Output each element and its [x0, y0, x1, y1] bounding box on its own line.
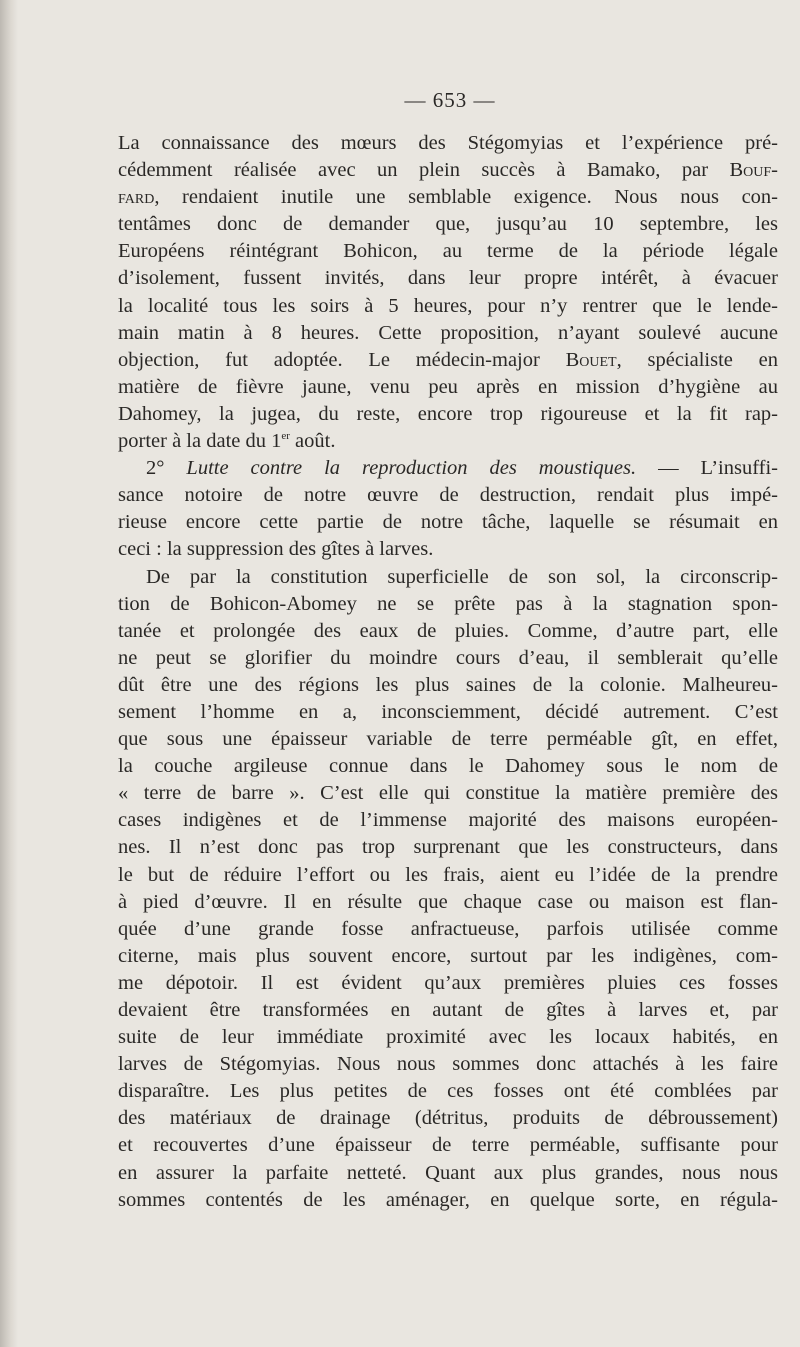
- text-line: [118, 157, 778, 184]
- text-line: matière de fièvre jaune, venu peu après en mission d’hygiène au: [118, 375, 778, 398]
- text-line: et recouvertes d’une épaisseur de terre perméable, suffisante pour: [118, 1134, 778, 1157]
- text-line: citerne, mais plus souvent encore, surtout par les indigènes, com-: [118, 944, 778, 967]
- author-name: Bouet: [565, 348, 617, 371]
- author-name: Bouf-: [729, 159, 778, 182]
- line-text: août.: [289, 430, 336, 453]
- text-line: nes. Il n’est donc pas trop surprenant que les constructeurs, dans: [118, 836, 778, 859]
- text-line: [118, 428, 778, 455]
- line-text: — L’insuffi-: [636, 457, 779, 480]
- line-text: 2°: [146, 457, 187, 480]
- text-line: La connaissance des mœurs des Stégomyias et l’expérience pré-: [118, 132, 778, 154]
- text-line: sement l’homme en a, inconsciemment, décidé autrement. C’est: [118, 700, 778, 723]
- text-line: que sous une épaisseur variable de terre perméable gît, en effet,: [118, 728, 778, 751]
- page-number: — 653 —: [404, 88, 496, 112]
- text-line: sommes contentés de les aménager, en quelque sorte, en régula-: [118, 1188, 778, 1211]
- text-line: « terre de barre ». C’est elle qui constitue la matière première des: [118, 782, 778, 805]
- text-line: tion de Bohicon-Abomey ne se prête pas à la stagnation spon-: [118, 592, 778, 615]
- text-line: la localité tous les soirs à 5 heures, pour n’y rentrer que le lende-: [118, 294, 778, 317]
- text-line: De par la constitution superficielle de son sol, la circonscrip-: [146, 565, 778, 588]
- text-line: d’isolement, fussent invités, dans leur propre intérêt, à évacuer: [118, 267, 778, 290]
- text-line: larves de Stégomyias. Nous nous sommes donc attachés à les faire: [118, 1053, 778, 1076]
- text-line: devaient être transformées en autant de gîtes à larves et, par: [118, 999, 778, 1021]
- body-text: [118, 130, 778, 1214]
- line-text: objection, fut adoptée. Le médecin-major: [118, 348, 566, 371]
- author-name: fard: [118, 186, 155, 209]
- text-line: tanée et prolongée des eaux de pluies. Comme, d’autre part, elle: [118, 619, 778, 642]
- text-line: à pied d’œuvre. Il en résulte que chaque case ou maison est flan-: [118, 890, 778, 913]
- text-line: disparaître. Les plus petites de ces fosses ont été comblées par: [118, 1080, 778, 1103]
- text-line: sance notoire de notre œuvre de destruction, rendait plus impé-: [118, 484, 778, 507]
- text-line: rieuse encore cette partie de notre tâche, laquelle se résumait en: [118, 511, 778, 534]
- text-line: Européens réintégrant Bohicon, au terme de la période légale: [118, 240, 778, 263]
- line-text: porter à la date du 1: [118, 430, 282, 453]
- text-line: ne peut se glorifier du moindre cours d’eau, il semblerait qu’elle: [118, 646, 778, 669]
- text-line: [118, 347, 778, 374]
- text-line: cases indigènes et de l’immense majorité des maisons européen-: [118, 809, 778, 832]
- text-line: le but de réduire l’effort ou les frais, aient eu l’idée de la prendre: [118, 863, 778, 886]
- section-heading: Lutte contre la reproduction des moustiques.: [186, 457, 637, 480]
- text-line: tentâmes donc de demander que, jusqu’au 10 septembre, les: [118, 213, 778, 236]
- text-line: main matin à 8 heures. Cette proposition, n’ayant soulevé aucune: [118, 321, 778, 344]
- text-line: quée d’une grande fosse anfractueuse, parfois utilisée comme: [118, 917, 778, 940]
- line-text: , rendaient inutile une semblable exigence. Nous nous con-: [154, 186, 778, 209]
- text-line: ceci : la suppression des gîtes à larves.: [118, 538, 434, 561]
- text-line: [118, 455, 778, 482]
- text-line: suite de leur immédiate proximité avec les locaux habités, en: [118, 1026, 778, 1049]
- text-line: des matériaux de drainage (détritus, produits de débroussement): [118, 1107, 778, 1130]
- line-text: cédemment réalisée avec un plein succès à Bamako, par: [118, 159, 730, 182]
- superscript: er: [281, 430, 290, 443]
- line-text: , spécialiste en: [616, 348, 778, 371]
- text-line: la couche argileuse connue dans le Dahomey sous le nom de: [118, 755, 778, 778]
- text-line: en assurer la parfaite netteté. Quant aux plus grandes, nous nous: [118, 1161, 778, 1184]
- text-line: me dépotoir. Il est évident qu’aux premières pluies ces fosses: [118, 971, 778, 994]
- text-line: [118, 184, 778, 211]
- text-line: dût être une des régions les plus saines de la colonie. Malheureu-: [118, 673, 778, 696]
- text-line: Dahomey, la jugea, du reste, encore trop rigoureuse et la fit rap-: [118, 402, 778, 425]
